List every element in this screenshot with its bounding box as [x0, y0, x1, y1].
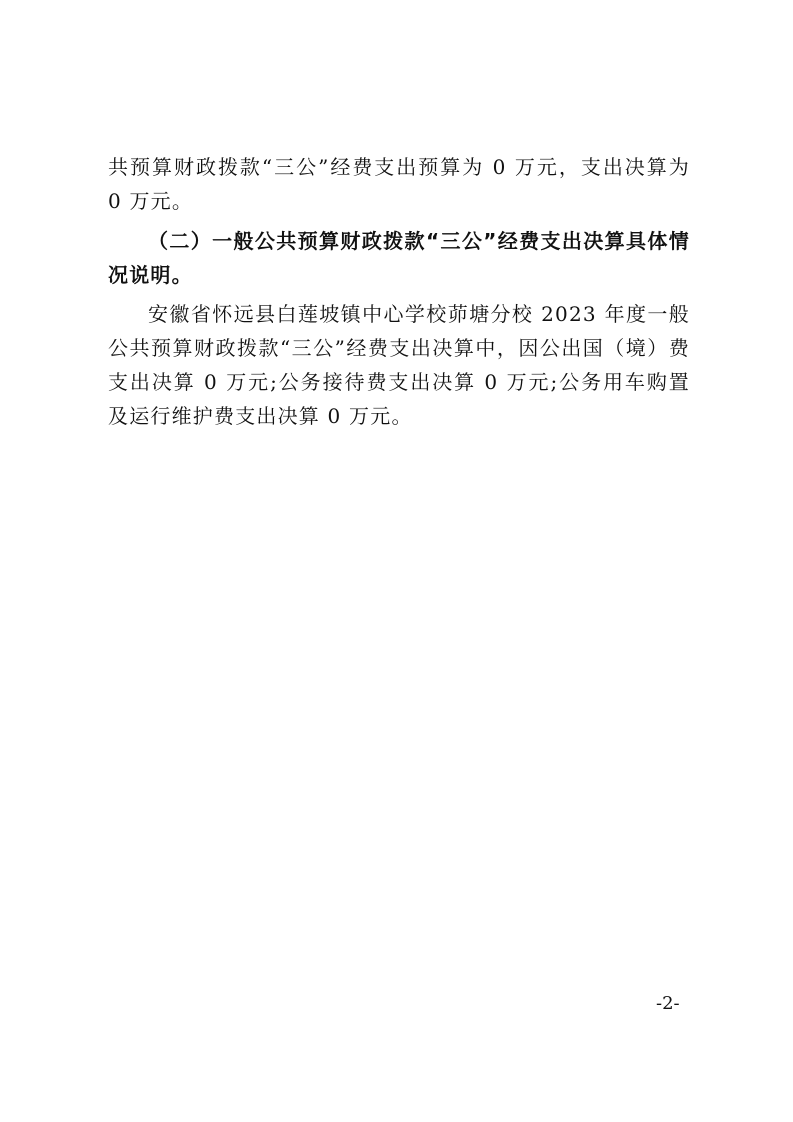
- page-number: -2-: [656, 993, 680, 1014]
- section-heading: （二）一般公共预算财政拨款“三公”经费支出决算具体情况说明。: [108, 229, 690, 287]
- paragraph-continuation: 共预算财政拨款“三公”经费支出预算为 0 万元，支出决算为 0 万元。: [108, 155, 690, 213]
- paragraph-detail: 安徽省怀远县白莲坡镇中心学校茆塘分校 2023 年度一般公共预算财政拨款“三公”经费支出决算中，因公出国（境）费支出决算 0 万元;公务接待费支出决算 0 万元;公务用车购置及运行维护费支出决算 0 万元。: [108, 302, 690, 428]
